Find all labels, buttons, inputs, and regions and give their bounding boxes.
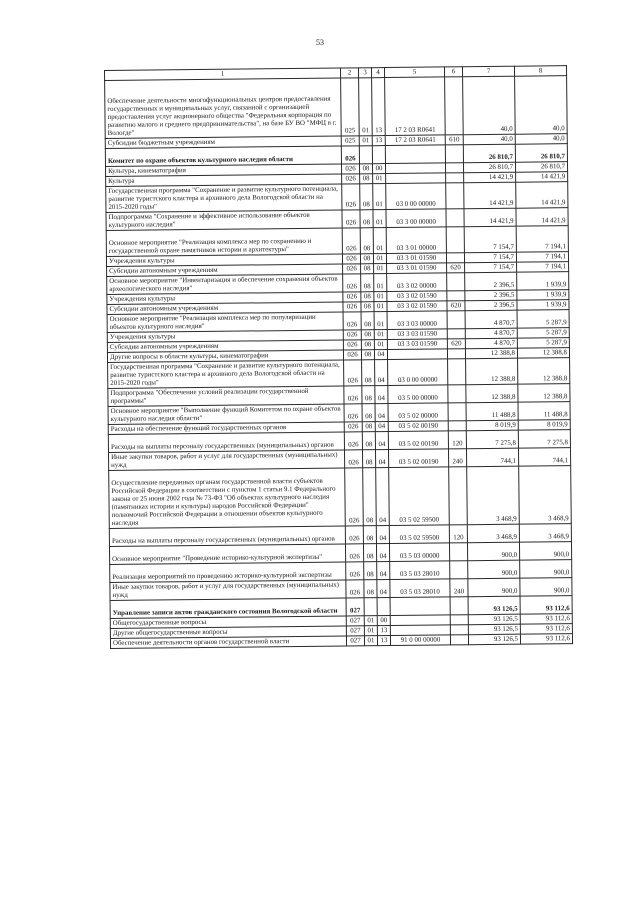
amount-year1-cell: 7 154,7 (464, 226, 516, 253)
expense-type-cell (446, 173, 464, 183)
expense-type-cell (445, 145, 463, 163)
expense-type-cell (448, 403, 466, 421)
amount-year2-cell: 93 112,6 (520, 596, 572, 615)
amount-year1-cell: 7 154,7 (465, 262, 517, 273)
admin-code-cell: 026 (343, 330, 361, 340)
row-name-cell: Обеспечение деятельности органов государственной власти (110, 636, 346, 648)
header-cell: 7 (462, 66, 514, 77)
target-article-cell: 17 2 03 R0641 (385, 77, 446, 136)
expense-type-cell: 120 (449, 525, 467, 543)
admin-code-cell: 025 (341, 136, 359, 146)
amount-year2-cell: 93 112,6 (520, 624, 572, 635)
header-cell: 8 (514, 66, 566, 77)
amount-year1-cell: 900,0 (468, 578, 520, 597)
amount-year1-cell: 4 870,7 (465, 338, 517, 349)
admin-code-cell: 026 (344, 386, 362, 404)
target-article-cell: 03 3 02 01590 (387, 291, 447, 302)
amount-year1-cell: 12 388,8 (466, 358, 518, 385)
amount-year1-cell: 40,0 (463, 76, 516, 135)
subsection-code-cell: 01 (374, 302, 387, 312)
amount-year2-cell: 14 421,9 (516, 172, 568, 183)
expense-type-cell (448, 421, 466, 431)
amount-year2-cell: 900,0 (520, 578, 572, 597)
target-article-cell: 17 2 03 R0641 (385, 135, 445, 146)
subsection-code-cell: 01 (374, 340, 387, 350)
section-code-cell: 08 (360, 210, 373, 228)
subsection-code-cell: 13 (372, 78, 386, 136)
amount-year2-cell: 1 939,9 (517, 290, 569, 301)
amount-year1-cell: 3 468,9 (467, 524, 519, 543)
row-name-cell: Основное мероприятие "Проведение историко-культурной экспертизы" (109, 544, 345, 564)
amount-year1-cell: 93 126,5 (468, 614, 520, 625)
admin-code-cell: 026 (342, 254, 360, 264)
amount-year1-cell: 4 870,7 (465, 310, 517, 329)
target-article-cell: 03 3 03 00000 (387, 311, 447, 330)
expense-type-cell: 120 (448, 431, 466, 449)
expense-type-cell: 620 (447, 263, 465, 273)
amount-year2-cell: 14 421,9 (516, 208, 568, 227)
section-code-cell: 08 (362, 404, 375, 422)
row-name-cell: Подпрограмма "Обеспечение условий реализации государственной программы" (108, 386, 344, 406)
page-number: 53 (316, 38, 324, 47)
admin-code-cell: 026 (345, 468, 364, 526)
admin-code-cell: 026 (341, 164, 359, 174)
table-row (106, 182, 568, 213)
amount-year2-cell: 40,0 (515, 134, 567, 145)
subsection-code-cell: 04 (374, 350, 387, 360)
subsection-code-cell: 04 (375, 404, 388, 422)
row-name-cell: Культура (106, 174, 342, 186)
section-code-cell: 08 (361, 274, 374, 292)
row-name-cell: Учреждения культуры (106, 254, 342, 266)
target-article-cell: 03 5 03 00000 (389, 543, 449, 562)
amount-year2-cell: 12 388,8 (518, 384, 570, 403)
section-code-cell: 08 (361, 350, 374, 360)
amount-year2-cell: 12 388,8 (517, 348, 569, 359)
section-code-cell: 08 (361, 264, 374, 274)
subsection-code-cell: 04 (375, 432, 388, 450)
subsection-code-cell: 00 (377, 616, 390, 626)
expense-type-cell (447, 273, 465, 291)
amount-year2-cell: 744,1 (518, 448, 570, 467)
amount-year1-cell: 14 421,9 (464, 208, 516, 227)
amount-year1-cell: 93 126,5 (468, 634, 520, 645)
expense-type-cell (447, 311, 465, 329)
admin-code-cell: 026 (343, 350, 361, 360)
expense-type-cell: 620 (447, 301, 465, 311)
section-code-cell: 08 (360, 174, 373, 184)
amount-year1-cell: 900,0 (468, 560, 520, 579)
subsection-code-cell: 04 (375, 386, 388, 404)
header-cell: 6 (444, 67, 462, 77)
target-article-cell: 03 5 02 00000 (388, 403, 448, 422)
row-name-cell: Обеспечение деятельности многофункциональных центров предоставления государственных и муниципальных услуг, связанной с организацией предоставления услуг акционерного общества "Федеральная корпорация по развитию малого и среднего предпринимательства", на базе БУ ВО "МФЦ в г. Вологде" (105, 78, 342, 138)
subsection-code-cell: 04 (375, 360, 388, 386)
row-name-cell: Учреждения культуры (107, 292, 343, 304)
target-article-cell: 03 3 03 01590 (387, 339, 447, 350)
target-article-cell: 03 0 00 00000 (388, 359, 448, 386)
amount-year1-cell: 3 468,9 (467, 466, 520, 525)
target-article-cell: 03 5 02 00190 (388, 421, 448, 432)
section-code-cell: 01 (359, 78, 373, 136)
row-name-cell: Общегосударственные вопросы (110, 616, 346, 628)
expense-type-cell (450, 597, 468, 615)
amount-year1-cell: 7 275,8 (466, 430, 518, 449)
section-code-cell: 08 (361, 292, 374, 302)
table-row (105, 76, 568, 139)
row-name-cell: Основное мероприятие "Инвентаризация и обеспечение сохранения объектов археологического наследия" (107, 274, 343, 294)
subsection-code-cell: 04 (376, 468, 390, 526)
amount-year1-cell: 12 388,8 (466, 384, 518, 403)
amount-year2-cell: 3 468,9 (519, 466, 572, 525)
subsection-code-cell: 04 (377, 580, 390, 598)
amount-year1-cell: 93 126,5 (468, 596, 520, 615)
section-code-cell: 08 (361, 330, 374, 340)
row-name-cell: Иные закупки товаров, работ и услуг для государственных (муниципальных) нужд (110, 580, 346, 600)
subsection-code-cell: 01 (373, 184, 386, 210)
row-name-cell: Осуществление переданных органам государственной власти субъектов Российской Федерации в соответствии с пунктом 1 статьи 9.1 Федерального закона от 25 июня 2002 года № 73-ФЗ "Об объектах культурного наследия (памятниках истории и культуры) народов Российской Федерации" полномочий Российской Федерации в отношении объектов культурного наследия (109, 468, 346, 528)
amount-year1-cell: 93 126,5 (468, 624, 520, 635)
section-code-cell: 01 (364, 626, 377, 636)
expense-type-cell (446, 227, 464, 253)
row-name-cell: Управление записи актов гражданского состояния Вологодской области (110, 598, 346, 618)
admin-code-cell: 026 (342, 184, 360, 210)
table-row (106, 226, 568, 257)
row-name-cell: Основное мероприятие "Реализация комплекса мер по популяризации объектов культурного наследия" (107, 312, 343, 332)
subsection-code-cell: 01 (373, 228, 386, 254)
section-code-cell: 08 (360, 254, 373, 264)
admin-code-cell: 026 (346, 562, 364, 580)
amount-year1-cell: 2 396,5 (465, 290, 517, 301)
amount-year2-cell: 5 287,9 (517, 310, 569, 329)
section-code-cell: 01 (359, 136, 372, 146)
subsection-code-cell: 01 (374, 264, 387, 274)
subsection-code-cell (372, 146, 385, 164)
expense-type-cell (446, 253, 464, 263)
amount-year2-cell: 93 112,6 (520, 634, 572, 645)
row-name-cell: Подпрограмма "Сохранение и эффективное использование объектов культурного наследия" (106, 210, 342, 230)
expense-type-cell (445, 163, 463, 173)
target-article-cell (386, 173, 446, 184)
subsection-code-cell: 01 (373, 210, 386, 228)
section-code-cell: 08 (362, 360, 375, 386)
amount-year1-cell: 900,0 (467, 542, 519, 561)
expense-type-cell: 240 (448, 449, 466, 467)
section-code-cell (359, 146, 372, 164)
subsection-code-cell: 13 (377, 626, 390, 636)
amount-year1-cell: 744,1 (466, 448, 518, 467)
admin-code-cell: 026 (343, 274, 361, 292)
amount-year2-cell: 8 019,9 (518, 420, 570, 431)
target-article-cell: 03 5 02 00190 (388, 431, 448, 450)
amount-year2-cell: 7 194,1 (517, 262, 569, 273)
subsection-code-cell: 00 (372, 164, 385, 174)
subsection-code-cell: 04 (376, 526, 389, 544)
row-name-cell: Другие вопросы в области культуры, кинематографии (107, 350, 343, 362)
budget-table-body (105, 66, 573, 649)
amount-year2-cell: 900,0 (520, 560, 572, 579)
amount-year2-cell: 5 287,9 (517, 338, 569, 349)
section-code-cell: 08 (362, 386, 375, 404)
row-name-cell: Субсидии автономным учреждениям (107, 264, 343, 276)
row-name-cell: Основное мероприятие "Реализация комплекса мер по сохранению и государственной охране памятников истории и архитектуры" (106, 228, 342, 256)
section-code-cell: 08 (359, 164, 372, 174)
admin-code-cell: 026 (345, 544, 363, 562)
amount-year2-cell: 26 810,7 (515, 162, 567, 173)
amount-year2-cell: 7 194,1 (516, 252, 568, 263)
amount-year1-cell: 7 154,7 (464, 252, 516, 263)
amount-year2-cell: 7 194,1 (516, 226, 568, 253)
expense-type-cell (450, 625, 468, 635)
amount-year2-cell: 11 488,8 (518, 402, 570, 421)
row-name-cell: Культура, кинематография (106, 164, 342, 176)
section-code-cell: 01 (364, 636, 377, 646)
amount-year1-cell: 14 421,9 (464, 182, 516, 209)
expense-type-cell (447, 349, 465, 359)
target-article-cell: 03 5 02 59500 (389, 525, 449, 544)
expense-type-cell (446, 183, 464, 209)
admin-code-cell: 026 (344, 404, 362, 422)
target-article-cell (390, 625, 450, 636)
admin-code-cell: 026 (344, 450, 362, 468)
admin-code-cell: 026 (342, 174, 360, 184)
admin-code-cell: 027 (346, 626, 364, 636)
expense-type-cell: 610 (445, 135, 463, 145)
target-article-cell: 03 0 00 00000 (386, 183, 446, 210)
admin-code-cell: 026 (344, 360, 362, 386)
header-cell: 1 (105, 68, 341, 80)
admin-code-cell: 027 (346, 616, 364, 626)
expense-type-cell: 240 (450, 579, 468, 597)
expense-type-cell (450, 615, 468, 625)
row-name-cell: Расходы на выплаты персоналу государственных (муниципальных) органов (108, 432, 344, 452)
amount-year1-cell: 11 488,8 (466, 402, 518, 421)
expense-type-cell (446, 209, 464, 227)
row-name-cell: Государственная программа "Сохранение и развитие культурного потенциала, развитие туристского кластера и архивного дела Вологодской области на 2015-2020 годы" (106, 184, 342, 212)
admin-code-cell: 026 (341, 146, 359, 164)
target-article-cell: 03 5 02 59500 (389, 467, 450, 526)
table-row (109, 466, 572, 529)
section-code-cell: 08 (362, 432, 375, 450)
target-article-cell (390, 597, 450, 616)
subsection-code-cell: 04 (375, 450, 388, 468)
row-name-cell: Государственная программа "Сохранение и развитие культурного потенциала, развитие туристского кластера и архивного дела Вологодской области на 2015-2020 годы" (108, 360, 344, 388)
subsection-code-cell (377, 598, 390, 616)
target-article-cell: 03 5 03 28010 (390, 579, 450, 598)
subsection-code-cell: 01 (374, 330, 387, 340)
target-article-cell: 03 5 03 28010 (390, 561, 450, 580)
amount-year2-cell: 93 112,6 (520, 614, 572, 625)
section-code-cell: 08 (362, 422, 375, 432)
admin-code-cell: 026 (342, 210, 360, 228)
row-name-cell: Комитет по охране объектов культурного наследия области (105, 146, 341, 166)
admin-code-cell: 027 (346, 598, 364, 616)
section-code-cell: 08 (363, 526, 376, 544)
expense-type-cell (448, 359, 466, 385)
section-code-cell: 08 (360, 228, 373, 254)
amount-year2-cell: 7 275,8 (518, 430, 570, 449)
amount-year1-cell: 40,0 (463, 134, 515, 145)
header-cell: 5 (384, 67, 444, 78)
expense-type-cell (445, 77, 464, 135)
row-name-cell: Другие общегосударственные вопросы (110, 626, 346, 638)
amount-year2-cell: 40,0 (515, 76, 568, 135)
section-code-cell: 08 (362, 450, 375, 468)
admin-code-cell: 027 (346, 636, 364, 646)
row-name-cell: Учреждения культуры (107, 330, 343, 342)
subsection-code-cell: 01 (374, 274, 387, 292)
target-article-cell (385, 145, 445, 164)
section-code-cell: 08 (363, 544, 376, 562)
amount-year2-cell: 900,0 (519, 542, 571, 561)
amount-year1-cell: 26 810,7 (463, 144, 515, 163)
row-name-cell: Расходы на выплаты персоналу государственных (муниципальных) органов (109, 526, 345, 546)
admin-code-cell: 026 (343, 340, 361, 350)
target-article-cell: 03 3 01 01590 (386, 253, 446, 264)
section-code-cell: 08 (360, 184, 373, 210)
section-code-cell: 08 (364, 562, 377, 580)
amount-year2-cell: 12 388,8 (518, 358, 570, 385)
table-row (108, 358, 570, 389)
amount-year1-cell: 2 396,5 (465, 272, 517, 291)
expense-type-cell (449, 543, 467, 561)
section-code-cell: 01 (364, 616, 377, 626)
target-article-cell: 03 3 00 00000 (386, 209, 446, 228)
target-article-cell: 03 3 02 01590 (387, 301, 447, 312)
subsection-code-cell: 13 (372, 136, 385, 146)
section-code-cell: 08 (361, 302, 374, 312)
expense-type-cell (449, 467, 468, 525)
admin-code-cell: 026 (343, 292, 361, 302)
amount-year1-cell: 26 810,7 (463, 162, 515, 173)
subsection-code-cell: 04 (375, 422, 388, 432)
section-code-cell: 08 (361, 312, 374, 330)
admin-code-cell: 026 (343, 312, 361, 330)
subsection-code-cell: 01 (373, 254, 386, 264)
target-article-cell (385, 163, 445, 174)
admin-code-cell: 026 (343, 302, 361, 312)
row-name-cell: Иные закупки товаров, работ и услуг для государственных (муниципальных) нужд (109, 450, 345, 470)
subsection-code-cell: 13 (377, 636, 390, 646)
target-article-cell: 91 0 00 00000 (390, 635, 450, 646)
row-name-cell: Субсидии автономным учреждениям (107, 302, 343, 314)
amount-year2-cell: 1 939,9 (517, 272, 569, 291)
target-article-cell (390, 615, 450, 626)
subsection-code-cell: 01 (374, 292, 387, 302)
budget-table (104, 65, 573, 649)
amount-year1-cell: 8 019,9 (466, 420, 518, 431)
subsection-code-cell: 01 (374, 312, 387, 330)
amount-year1-cell: 2 396,5 (465, 300, 517, 311)
expense-type-cell (447, 291, 465, 301)
subsection-code-cell: 04 (377, 562, 390, 580)
amount-year1-cell: 12 388,8 (465, 348, 517, 359)
header-cell: 3 (358, 68, 371, 78)
expense-type-cell (450, 635, 468, 645)
header-cell: 4 (371, 68, 384, 78)
admin-code-cell: 026 (345, 526, 363, 544)
row-name-cell: Расходы на обеспечение функций государственных органов (108, 422, 344, 434)
section-code-cell (364, 598, 377, 616)
section-code-cell: 08 (361, 340, 374, 350)
target-article-cell: 03 3 03 01590 (387, 329, 447, 340)
target-article-cell (387, 349, 447, 360)
subsection-code-cell: 04 (376, 544, 389, 562)
section-code-cell: 08 (363, 468, 377, 526)
budget-table-sheet (104, 65, 573, 649)
amount-year2-cell: 5 287,9 (517, 328, 569, 339)
expense-type-cell (450, 561, 468, 579)
amount-year2-cell: 1 939,9 (517, 300, 569, 311)
amount-year1-cell: 14 421,9 (464, 172, 516, 183)
admin-code-cell: 026 (346, 580, 364, 598)
row-name-cell: Реализация мероприятий по проведению историко-культурной экспертизы (110, 562, 346, 582)
target-article-cell: 03 5 02 00190 (388, 449, 448, 468)
row-name-cell: Субсидии автономным учреждениям (107, 340, 343, 352)
section-code-cell: 08 (364, 580, 377, 598)
admin-code-cell: 026 (343, 264, 361, 274)
row-name-cell: Основное мероприятие "Выполнение функций Комитетом по охране объектов культурного наследия области" (108, 404, 344, 424)
row-name-cell: Субсидии бюджетным учреждениям (105, 136, 341, 148)
subsection-code-cell: 01 (373, 174, 386, 184)
amount-year1-cell: 4 870,7 (465, 328, 517, 339)
header-cell: 2 (340, 68, 358, 78)
admin-code-cell: 025 (341, 78, 360, 136)
expense-type-cell: 620 (447, 339, 465, 349)
amount-year2-cell: 26 810,7 (515, 144, 567, 163)
admin-code-cell: 026 (344, 422, 362, 432)
admin-code-cell: 026 (344, 432, 362, 450)
target-article-cell: 03 5 00 00000 (388, 385, 448, 404)
target-article-cell: 03 3 01 00000 (386, 227, 446, 254)
target-article-cell: 03 3 02 00000 (387, 273, 447, 292)
expense-type-cell (447, 329, 465, 339)
expense-type-cell (448, 385, 466, 403)
amount-year2-cell: 3 468,9 (519, 524, 571, 543)
target-article-cell: 03 3 01 01590 (387, 263, 447, 274)
admin-code-cell: 026 (342, 228, 360, 254)
amount-year2-cell: 14 421,9 (516, 182, 568, 209)
